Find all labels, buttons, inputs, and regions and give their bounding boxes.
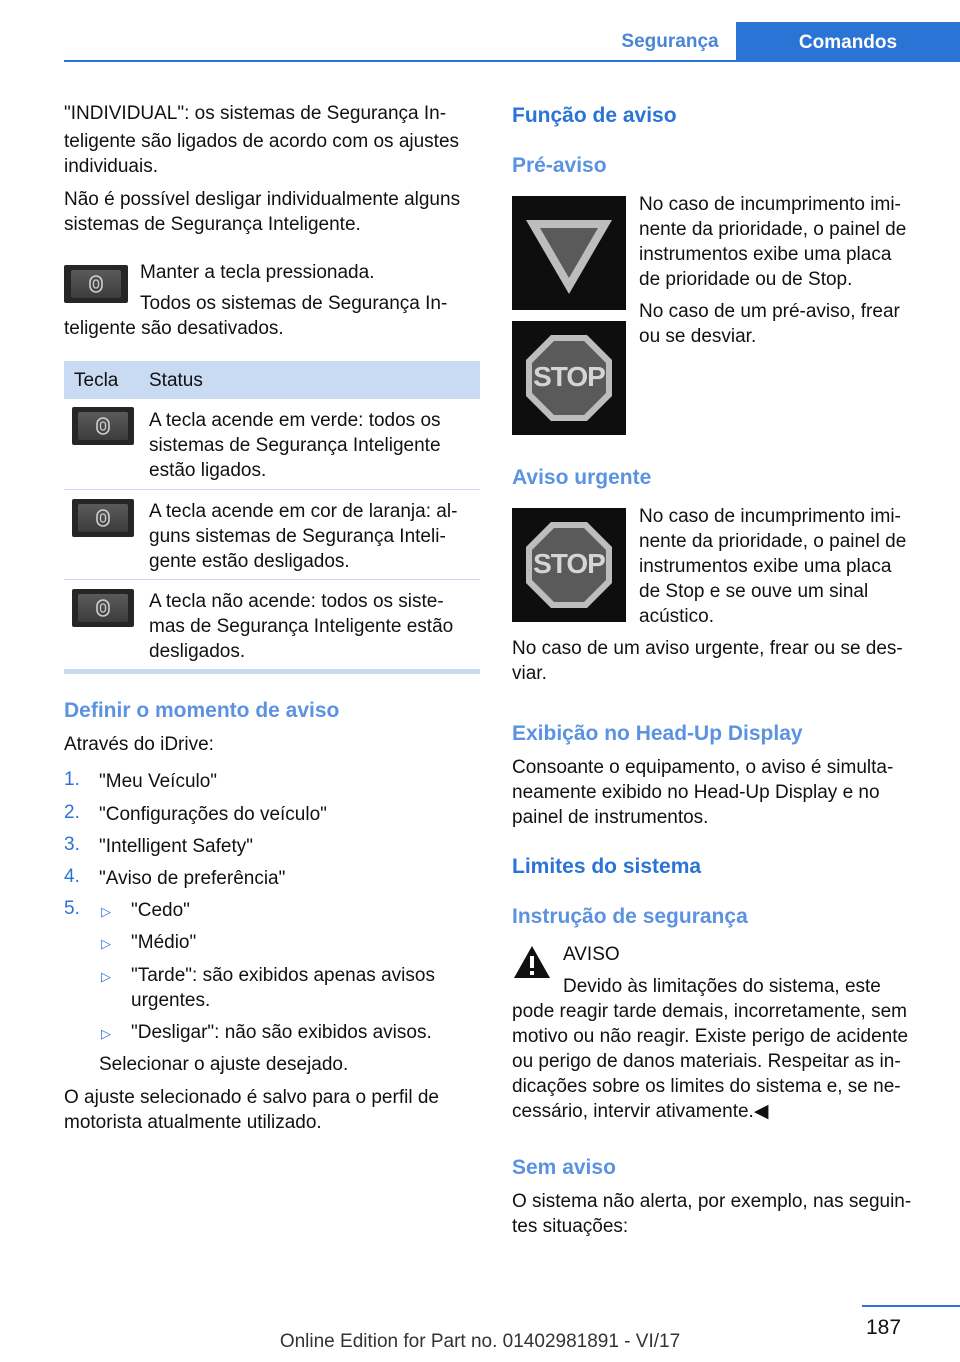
deactivated-text-2: teligente são desativados. (64, 318, 284, 339)
row-divider (64, 489, 480, 490)
safety-button-icon (64, 265, 128, 303)
triangle-bullet-icon: ▷ (101, 1026, 111, 1041)
triangle-bullet-icon: ▷ (101, 904, 111, 919)
status-text: sistemas de Segurança Inteligente (149, 435, 441, 456)
triangle-bullet-icon: ▷ (101, 936, 111, 951)
row-divider (64, 579, 480, 580)
pre-text-2: nente da prioridade, o painel de (639, 219, 907, 240)
select-text: Selecionar o ajuste desejado. (99, 1054, 349, 1075)
urg-text-1: No caso de incumprimento imi- (639, 506, 901, 527)
list-item-number: 3. (64, 834, 80, 855)
page-number: 187 (866, 1316, 902, 1339)
aviso-text-4: ou perigo de danos materiais. Respeitar as in- (512, 1051, 901, 1072)
status-text: estão ligados. (149, 460, 267, 481)
header-rule (64, 60, 960, 62)
deactivated-text-1: Todos os sistemas de Segurança In- (140, 293, 448, 314)
header-section-label: Segurança (621, 31, 719, 52)
urg-text-7: viar. (512, 663, 547, 684)
note-text-1: Não é possível desligar individualmente alguns (64, 189, 461, 210)
individual-text-1: "INDIVIDUAL": os sistemas de Segurança In- (64, 103, 447, 124)
pre-text-4: de prioridade ou de Stop. (639, 269, 853, 290)
aviso-text-5: dicações sobre os limites do sistema e, se ne- (512, 1076, 901, 1097)
limites-heading: Limites do sistema (512, 855, 702, 878)
urg-text-5: acústico. (639, 606, 714, 627)
list-item-number: 4. (64, 866, 80, 887)
column-header-key: Tecla (74, 370, 119, 391)
status-text: guns sistemas de Segurança Inteli- (149, 526, 446, 547)
list-item-number: 1. (64, 769, 80, 790)
triangle-bullet-icon: ▷ (101, 969, 111, 984)
aviso-text-1: Devido às limitações do sistema, este (563, 976, 881, 997)
sem-aviso-heading: Sem aviso (512, 1156, 616, 1179)
yield-sign-icon (512, 196, 626, 310)
sem-text-1: O sistema não alerta, por exemplo, nas seguin- (512, 1191, 912, 1212)
stop-sign-icon (512, 321, 626, 435)
status-text: A tecla acende em verde: todos os (149, 410, 441, 431)
list-item-number: 2. (64, 802, 80, 823)
aviso-label: AVISO (563, 944, 620, 965)
aviso-text-3: motivo ou não reagir. Existe perigo de acidente (512, 1026, 909, 1047)
funcao-heading: Função de aviso (512, 104, 677, 127)
hud-heading: Exibição no Head-Up Display (512, 722, 803, 745)
saved-text-2: motorista atualmente utilizado. (64, 1112, 322, 1133)
column-header-status: Status (149, 370, 203, 391)
off-key-icon (72, 589, 134, 627)
idrive-text: Através do iDrive: (64, 734, 214, 755)
warning-icon (512, 944, 552, 985)
green-key-icon (72, 407, 134, 445)
individual-text-3: individuais. (64, 156, 158, 177)
aviso-text-6: cessário, intervir ativamente.◀ (512, 1101, 769, 1122)
status-text: A tecla não acende: todos os siste- (149, 591, 444, 612)
footer-rule (862, 1305, 960, 1307)
pre-text-5: No caso de um pré-aviso, frear (639, 301, 900, 322)
saved-text-1: O ajuste selecionado é salvo para o perfil de (64, 1087, 439, 1108)
definir-heading: Definir o momento de aviso (64, 699, 340, 722)
table-header (64, 361, 480, 399)
hold-key-text: Manter a tecla pressionada. (140, 262, 375, 283)
status-text: A tecla acende em cor de laranja: al- (149, 501, 458, 522)
stop-sign-text: STOP (533, 548, 605, 579)
sem-text-2: tes situações: (512, 1216, 629, 1237)
header-chapter-tab: Comandos (736, 22, 960, 62)
hud-text-3: painel de instrumentos. (512, 807, 709, 828)
urg-text-6: No caso de um aviso urgente, frear ou se des- (512, 638, 903, 659)
individual-text-2: teligente são ligados de acordo com os ajustes (64, 131, 460, 152)
list-item: "Aviso de preferência" (99, 868, 286, 889)
list-item: "Meu Veículo" (99, 771, 218, 792)
instrucao-heading: Instrução de segurança (512, 905, 748, 928)
hud-text-1: Consoante o equipamento, o aviso é simulta- (512, 757, 894, 778)
urg-text-4: de Stop e se ouve um sinal (639, 581, 869, 602)
urg-text-3: instrumentos exibe uma placa (639, 556, 892, 577)
aviso-text-2: pode reagir tarde demais, incorretamente, sem (512, 1001, 907, 1022)
stop-sign-icon (512, 508, 626, 622)
list-item: urgentes. (131, 990, 211, 1011)
status-text: desligados. (149, 641, 246, 662)
pre-text-3: instrumentos exibe uma placa (639, 244, 892, 265)
orange-key-icon (72, 499, 134, 537)
pre-text-6: ou se desviar. (639, 326, 757, 347)
list-item: "Médio" (131, 932, 197, 953)
table-bottom-rule (64, 669, 480, 674)
list-item: "Configurações do veículo" (99, 804, 327, 825)
status-text: gente estão desligados. (149, 551, 350, 572)
urg-text-2: nente da prioridade, o painel de (639, 531, 907, 552)
stop-sign-text: STOP (533, 361, 605, 392)
edition-text: Online Edition for Part no. 01402981891 - VI/17 (279, 1331, 681, 1352)
preaviso-heading: Pré-aviso (512, 154, 607, 177)
list-item: "Tarde": são exibidos apenas avisos (131, 965, 435, 986)
pre-text-1: No caso de incumprimento imi- (639, 194, 901, 215)
hud-text-2: neamente exibido no Head-Up Display e no (512, 782, 880, 803)
status-text: mas de Segurança Inteligente estão (149, 616, 454, 637)
list-item: "Cedo" (131, 900, 190, 921)
note-text-2: sistemas de Segurança Inteligente. (64, 214, 361, 235)
list-item: "Intelligent Safety" (99, 836, 253, 857)
list-item-number: 5. (64, 898, 80, 919)
urgente-heading: Aviso urgente (512, 466, 652, 489)
list-item: "Desligar": não são exibidos avisos. (131, 1022, 432, 1043)
